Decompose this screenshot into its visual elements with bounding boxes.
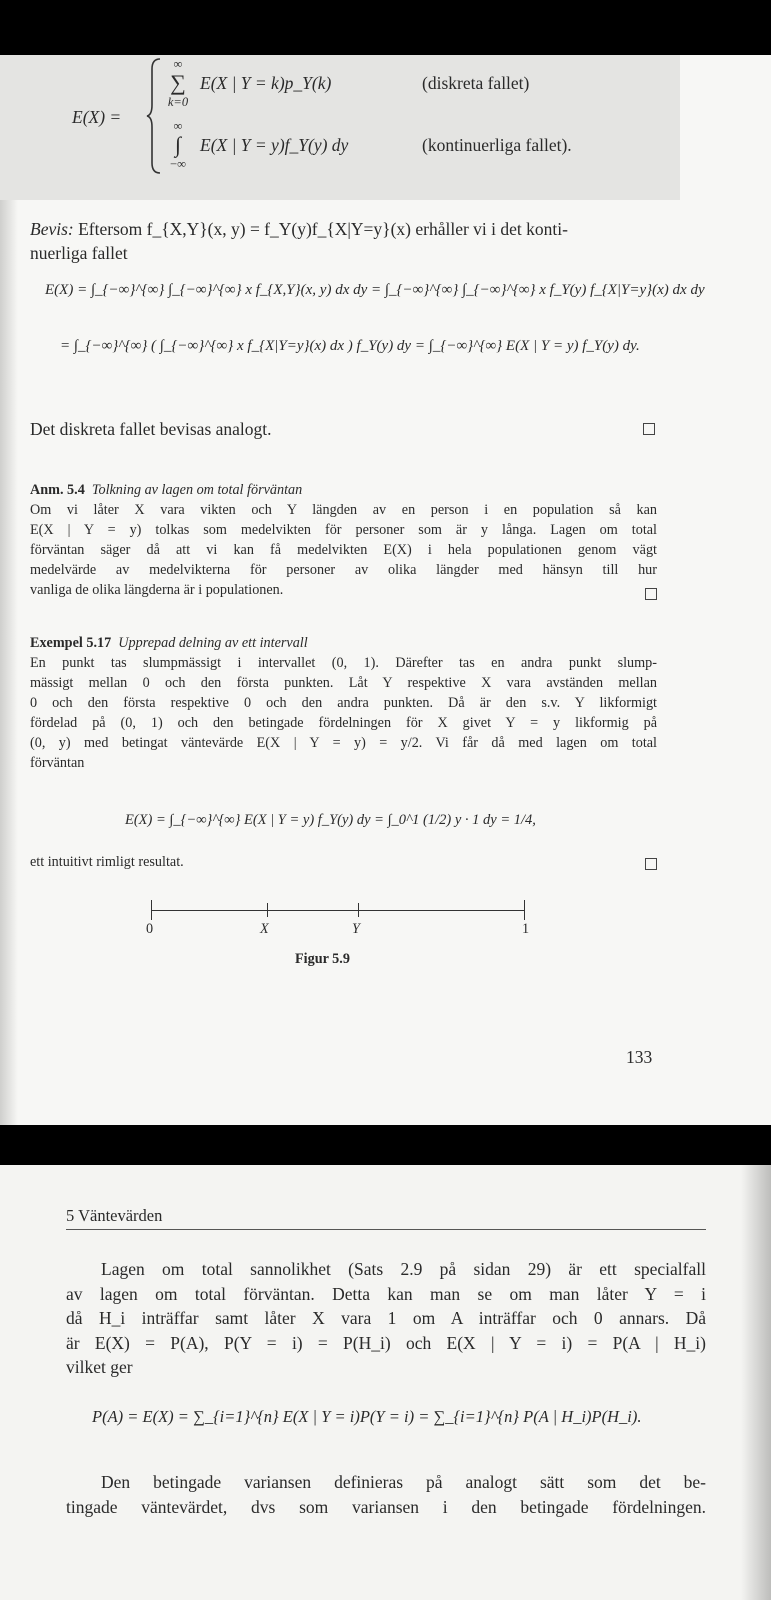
example-line: En punkt tas slumpmässigt i intervallet (0, 1). Därefter tas en andra punkt slump- (30, 655, 657, 671)
proof-line: Eftersom f_{X,Y}(x, y) = f_Y(y)f_{X|Y=y}(x) erhåller vi i det konti- (78, 219, 568, 239)
case1-label: (diskreta fallet) (422, 73, 530, 93)
case1-expression: E(X | Y = k)p_Y(k) (200, 73, 332, 93)
figure-label-y: Y (352, 921, 360, 937)
example-title: Upprepad delning av ett intervall (118, 635, 308, 651)
example-line: (0, y) med betingat väntevärde E(X | Y = y) = y/2. Vi får då med lagen om total (30, 735, 657, 751)
proof-equation-line-1: E(X) = ∫_{−∞}^{∞} ∫_{−∞}^{∞} x f_{X,Y}(x, y) dx dy = ∫_{−∞}^{∞} ∫_{−∞}^{∞} x f_Y(y) f_{X|Y=y}(x) dx dy (45, 282, 705, 298)
case2-label: (kontinuerliga fallet). (422, 135, 572, 155)
example-closing: ett intuitivt rimligt resultat. (30, 854, 184, 870)
sum-operator (163, 57, 193, 109)
page-edge-shadow (741, 1165, 771, 1600)
paragraph-2 (66, 1470, 706, 1519)
figure-label-x: X (260, 921, 269, 937)
proof-text (30, 217, 730, 265)
paragraph-1 (66, 1257, 706, 1380)
tick-x (267, 903, 268, 917)
paragraph-line: Lagen om total sannolikhet (Sats 2.9 på sidan 29) är ett specialfall (101, 1259, 706, 1279)
case2-expression: E(X | Y = y)f_Y(y) dy (200, 135, 349, 155)
example-line: mässigt mellan 0 och den första punkten. Låt Y respektive X vara avständen mellan (30, 675, 657, 691)
remark-title: Tolkning av lagen om total förväntan (91, 482, 303, 498)
cases-brace (146, 57, 162, 175)
header-rule (66, 1229, 706, 1230)
example-label: Exempel 5.17 (30, 635, 112, 651)
integral-operator (163, 119, 193, 171)
paragraph-line: då H_i inträffar samt låter X vara 1 om A inträffar och 0 annars. Då (66, 1308, 706, 1328)
qed-symbol (643, 423, 655, 435)
book-page-133 (0, 55, 771, 1125)
interval-line (151, 910, 524, 911)
figure-label-1: 1 (522, 921, 530, 937)
proof-closing: Det diskreta fallet bevisas analogt. (30, 419, 272, 439)
example-line: fördelad på (0, 1) och den betingade fördelningen för X givet Y = y likformig på (30, 715, 657, 731)
qed-symbol (645, 588, 657, 600)
paragraph-line: vilket ger (66, 1357, 133, 1377)
paragraph-line: Den betingade variansen definieras på analogt sätt som det be- (101, 1472, 706, 1492)
figure-caption: Figur 5.9 (295, 951, 350, 967)
example-block (30, 633, 657, 773)
running-head: 5 Väntevärden (66, 1206, 163, 1225)
paragraph-line: är E(X) = P(A), P(Y = i) = P(H_i) och E(X | Y = i) = P(A | H_i) (66, 1332, 706, 1353)
page-edge-shadow (0, 55, 18, 1125)
figure-label-0: 0 (146, 921, 154, 937)
sum-symbol: ∑ (170, 70, 186, 95)
remark-block (30, 480, 657, 600)
remark-line: Om vi låter X vara vikten och Y längden av en person i en population så kan (30, 502, 657, 518)
integral-lower-limit: −∞ (170, 157, 186, 171)
total-probability-equation: P(A) = E(X) = ∑_{i=1}^{n} E(X | Y = i)P(Y = i) = ∑_{i=1}^{n} P(A | H_i)P(H_i). (92, 1407, 642, 1426)
sum-upper-limit: ∞ (173, 57, 183, 71)
proof-label: Bevis: (30, 219, 74, 239)
paragraph-line: av lagen om total förväntan. Detta kan man se om man låter Y = i (66, 1283, 706, 1304)
example-line: förväntan (30, 755, 85, 771)
tick-y (358, 903, 359, 917)
integral-upper-limit: ∞ (173, 119, 183, 133)
remark-line: förväntan säger då att vi kan få medelvikten E(X) i hela populationen genom vägt (30, 542, 657, 558)
remark-line: E(X | Y = y) tolkas som medelvikten för personer som är y långa. Lagen om total (30, 522, 657, 538)
integral-symbol: ∫ (174, 132, 182, 157)
proof-line: nuerliga fallet (30, 243, 128, 263)
example-equation: E(X) = ∫_{−∞}^{∞} E(X | Y = y) f_Y(y) dy = ∫_0^1 (1/2) y · 1 dy = 1/4, (125, 812, 536, 828)
remark-line: medelvärde av medelvikterna för personer av olika längder med hänsyn till hur (30, 562, 657, 578)
qed-symbol (645, 858, 657, 870)
remark-label: Anm. 5.4 (30, 482, 85, 498)
proof-equation-line-2: = ∫_{−∞}^{∞} ( ∫_{−∞}^{∞} x f_{X|Y=y}(x) dx ) f_Y(y) dy = ∫_{−∞}^{∞} E(X | Y = y) f_Y(y) dy. (60, 338, 640, 354)
book-page-134 (0, 1165, 771, 1600)
paragraph-line: tingade väntevärdet, dvs som variansen i den betingade fördelningen. (66, 1496, 706, 1517)
sum-lower-limit: k=0 (167, 95, 189, 109)
example-line: 0 och den första respektive 0 och den andra punkten. Då är den s.v. Y likformigt (30, 695, 657, 711)
tick-0 (151, 900, 152, 920)
page-number: 133 (626, 1047, 653, 1067)
theorem-lhs: E(X) = (72, 107, 122, 127)
tick-1 (524, 900, 525, 920)
remark-line: vanliga de olika längderna är i populationen. (30, 582, 284, 598)
